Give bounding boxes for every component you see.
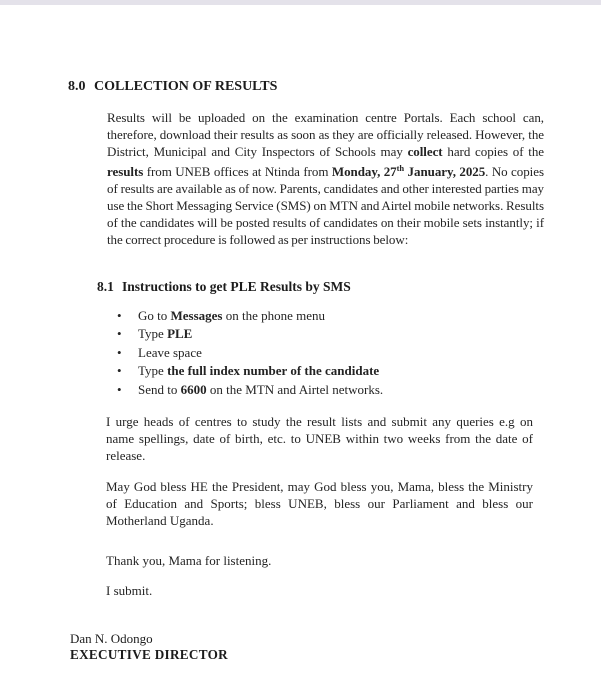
window-top-strip [0, 0, 601, 5]
list-item-text [138, 344, 202, 362]
bullet-icon: • [117, 381, 122, 397]
text-run-bold: results [107, 164, 144, 179]
text-run-bold: the full index number of the candidate [167, 363, 380, 379]
bullet-icon: • [117, 308, 122, 323]
section-number: 8.0 [68, 79, 86, 94]
paragraph-blessings: May God bless HE the President, may God bless you, Mama, bless the Ministry of Education and Sports; bless UNEB, bless our Parliament and bless our Motherland Uganda. [106, 479, 533, 528]
text-run: on the phone menu [222, 308, 326, 323]
text-run: Type [138, 363, 168, 379]
text-run: on the MTN and Airtel networks. [206, 381, 384, 397]
paragraph-submit: I submit. [106, 583, 153, 598]
text-run-bold: Messages [170, 308, 223, 323]
list-item [117, 381, 552, 399]
text-run: hard copies of the [442, 144, 544, 159]
section-heading-8-1 [97, 279, 351, 295]
text-run-bold: collect [407, 144, 443, 159]
text-run: . No copies of results are available as of now. Parents, candidates and other interested parties may use the Short Messaging Service (SMS) on MTN and Airtel mobile networks. Results of the candidates will be posted results of candidates on their mobile sets instantly; if the correct procedure is followed as per instructions below: [107, 164, 544, 247]
sms-instructions-list [117, 307, 552, 399]
paragraph-query-submission: I urge heads of centres to study the result lists and submit any queries e.g on name spellings, date of birth, etc. to UNEB within two weeks from the date of release. [106, 414, 533, 463]
text-run: Leave space [138, 344, 202, 360]
list-item-text [138, 325, 192, 343]
list-item [117, 307, 552, 325]
bullet-icon: • [117, 344, 122, 360]
list-item [117, 325, 552, 343]
section-number: 8.1 [97, 279, 114, 294]
text-run-bold: Monday, 27 [331, 164, 397, 179]
text-run-bold: 6600 [180, 381, 207, 397]
paragraph-thanks: Thank you, Mama for listening. [106, 553, 272, 568]
text-run: from UNEB offices at Ntinda from [143, 164, 332, 179]
signatory-name: Dan N. Odongo [70, 631, 153, 646]
text-run: Send to [138, 381, 181, 397]
section-title: COLLECTION OF RESULTS [94, 79, 278, 94]
bullet-icon: • [117, 363, 122, 379]
ordinal-superscript: th [396, 163, 405, 173]
section-heading-8-0 [68, 79, 277, 95]
list-item-text [138, 307, 325, 325]
text-run: Go to [138, 308, 171, 323]
signatory-title: EXECUTIVE DIRECTOR [70, 646, 228, 662]
list-item [117, 362, 552, 380]
list-item [117, 344, 552, 362]
list-item-text [138, 362, 379, 380]
text-run-bold: PLE [167, 326, 193, 342]
text-run: Type [138, 326, 168, 342]
bullet-icon: • [117, 326, 122, 342]
text-run: Results will be uploaded on the examination centre Portals. Each school can, therefore, download their results as soon as they are officially released. However, the District, Municipal and City Inspectors of Schools may [107, 110, 544, 159]
paragraph-results-upload [107, 109, 544, 248]
section-title: Instructions to get PLE Results by SMS [122, 279, 351, 294]
list-item-text [138, 381, 383, 399]
signature-block [70, 631, 228, 662]
text-run-bold: January, 2025 [404, 164, 486, 179]
